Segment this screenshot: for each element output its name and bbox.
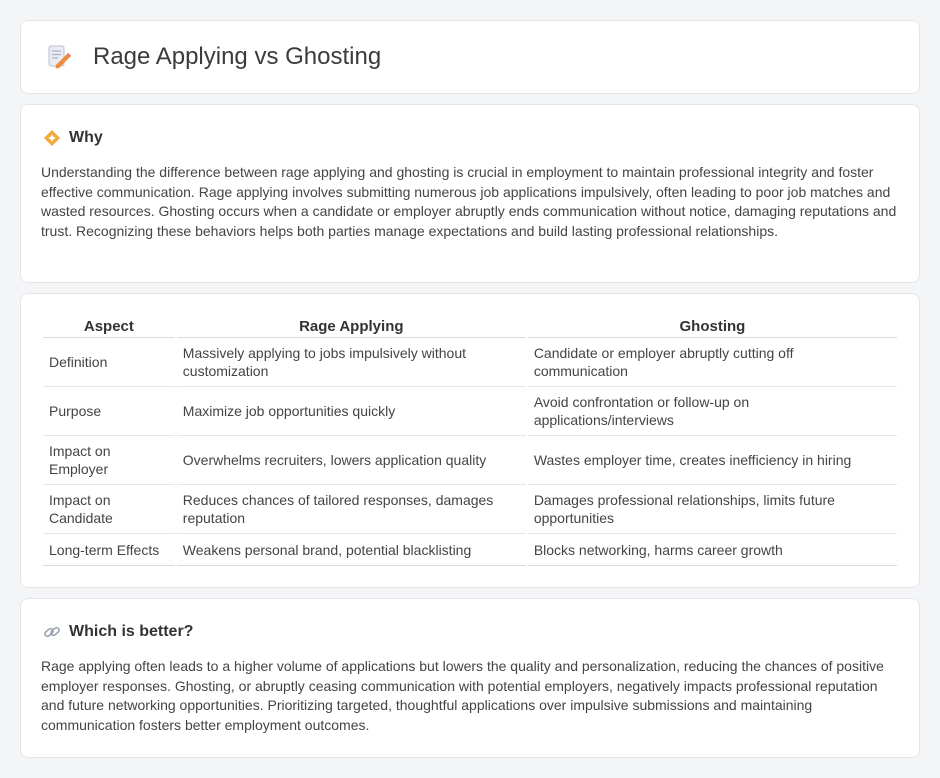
aspect-cell: Definition: [43, 338, 175, 387]
aspect-cell: Long-term Effects: [43, 534, 175, 566]
rage-applying-cell: Reduces chances of tailored responses, damages reputation: [177, 485, 526, 534]
comparison-table: [41, 314, 899, 566]
title-card: [20, 20, 920, 94]
page-title: Rage Applying vs Ghosting: [93, 43, 382, 70]
ghosting-cell: Candidate or employer abruptly cutting off communication: [528, 338, 897, 387]
ghosting-cell: Blocks networking, harms career growth: [528, 534, 897, 566]
table-row: [43, 338, 897, 387]
ghosting-cell: Avoid confrontation or follow-up on applications/interviews: [528, 387, 897, 436]
ghosting-cell: Wastes employer time, creates inefficiency in hiring: [528, 436, 897, 485]
table-row: [43, 534, 897, 566]
rage-applying-cell: Weakens personal brand, potential blacklisting: [177, 534, 526, 566]
comparison-card: [20, 293, 920, 588]
header-aspect: Aspect: [43, 314, 175, 338]
sparkle-diamond-icon: [43, 129, 61, 147]
why-heading: Why: [69, 129, 103, 146]
aspect-cell: Purpose: [43, 387, 175, 436]
aspect-cell: Impact on Employer: [43, 436, 175, 485]
which-is-better-section: [20, 598, 920, 758]
rage-applying-cell: Overwhelms recruiters, lowers application quality: [177, 436, 526, 485]
document-pencil-icon: [45, 43, 73, 71]
which-is-better-body: Rage applying often leads to a higher volume of applications but lowers the quality and personalization, reducing the chances of positive employer responses. Ghosting, or abruptly ceasing communication with potential employers, negatively impacts professional reputation and future networking opportunities. Prioritizing targeted, thoughtful applications over impulsive submissions and maintaining communication fosters better employment outcomes.: [41, 658, 884, 733]
which-is-better-heading: Which is better?: [69, 623, 194, 640]
table-row: [43, 436, 897, 485]
table-row: [43, 387, 897, 436]
table-row: [43, 485, 897, 534]
table-header-row: [43, 314, 897, 338]
header-rage-applying: Rage Applying: [177, 314, 526, 338]
rage-applying-cell: Massively applying to jobs impulsively without customization: [177, 338, 526, 387]
why-body: Understanding the difference between rage applying and ghosting is crucial in employment to maintain professional integrity and foster effective communication. Rage applying involves submitting numerous job applications impulsively, often leading to poor job matches and wasted resources. Ghosting occurs when a candidate or employer abruptly ends communication without notice, damaging reputations and trust. Recognizing these behaviors helps both parties manage expectations and build lasting professional relationships.: [41, 164, 897, 239]
rage-applying-cell: Maximize job opportunities quickly: [177, 387, 526, 436]
header-ghosting: Ghosting: [528, 314, 897, 338]
why-section: [20, 104, 920, 283]
ghosting-cell: Damages professional relationships, limits future opportunities: [528, 485, 897, 534]
aspect-cell: Impact on Candidate: [43, 485, 175, 534]
link-icon: [43, 623, 61, 641]
